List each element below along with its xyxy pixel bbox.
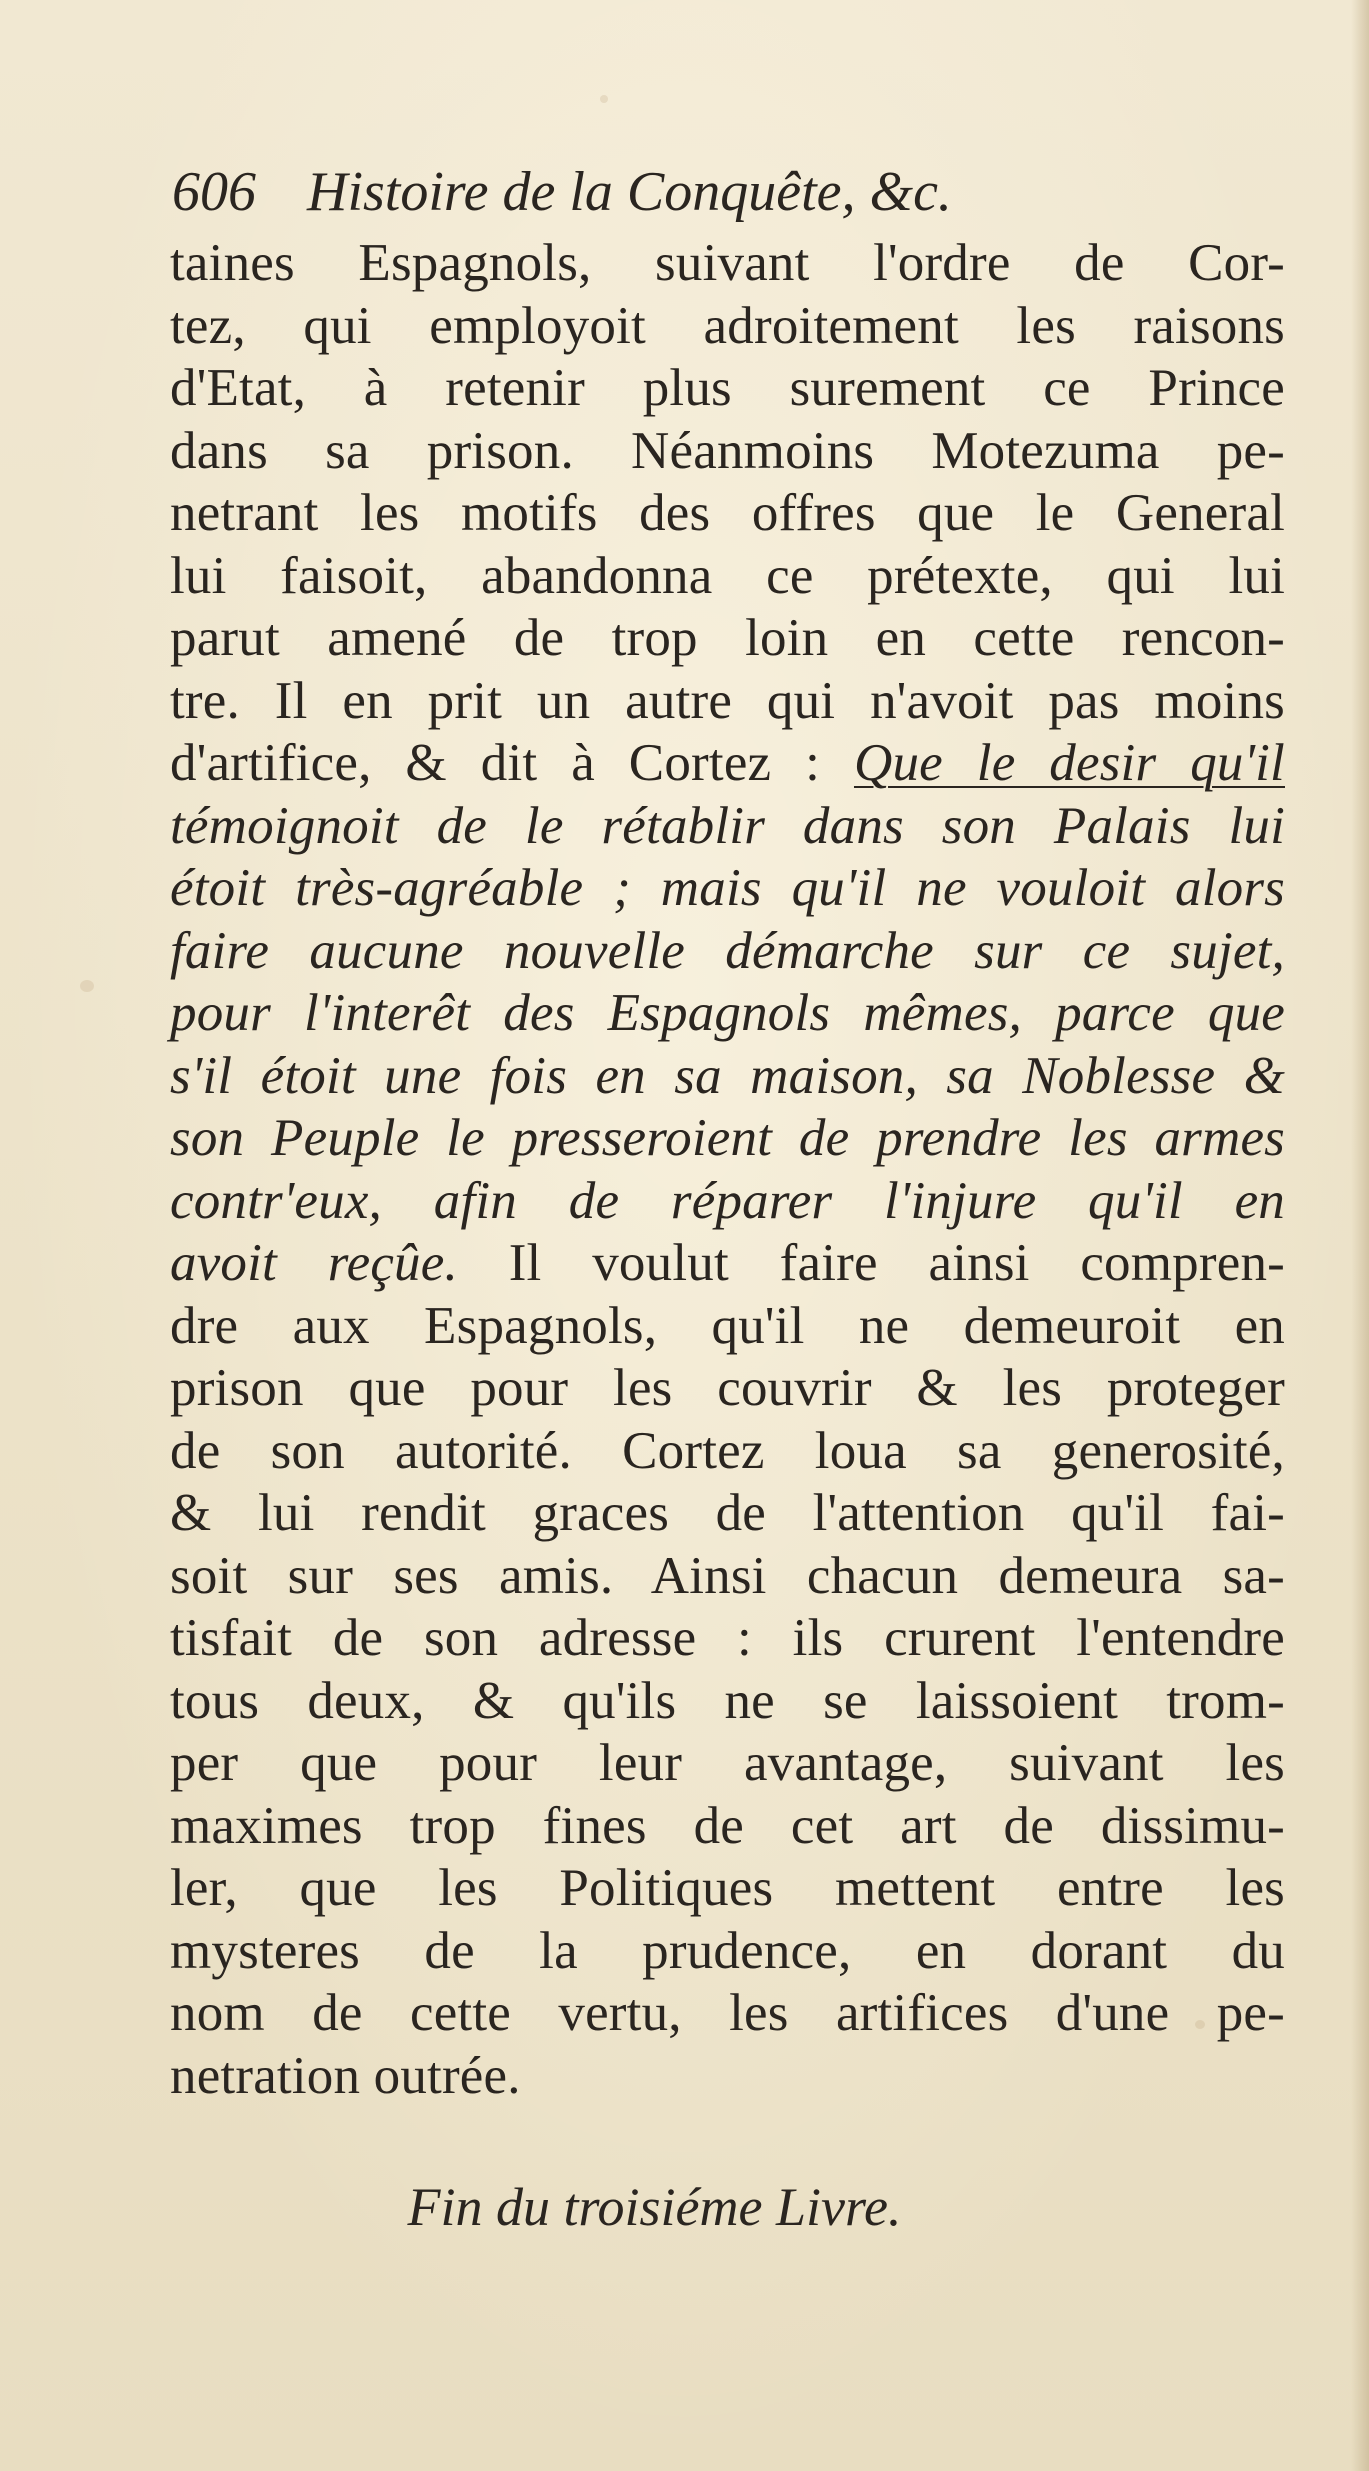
quote-segment: avoit reçûe.	[170, 1234, 458, 1292]
quote-line: pour l'interêt des Espagnols mêmes, parce que	[170, 984, 1285, 1042]
page-header	[172, 152, 1232, 232]
body-text	[170, 232, 1285, 2107]
text-line-mixed	[170, 732, 1285, 795]
text-line: soit sur ses amis. Ainsi chacun demeura sa-	[170, 1546, 1285, 1605]
text-line: de son autorité. Cortez loua sa generosité,	[170, 1421, 1285, 1480]
text-line: mysteres de la prudence, en dorant du	[170, 1921, 1285, 1980]
text-line: nom de cette vertu, les artifices d'une pe-	[170, 1984, 1285, 2042]
text-line: dans sa prison. Néanmoins Motezuma pe-	[170, 421, 1285, 480]
text-line: ler, que les Politiques mettent entre les	[170, 1859, 1285, 1917]
quote-line: témoignoit de le rétablir dans son Palais lui	[170, 796, 1285, 855]
text-line: d'Etat, à retenir plus surement ce Prince	[170, 359, 1285, 417]
text-line: netrant les motifs des offres que le General	[170, 484, 1285, 542]
text-line: maximes trop fines de cet art de dissimu-	[170, 1796, 1285, 1855]
text-segment: Il voulut faire ainsi compren-	[508, 1234, 1285, 1292]
text-line: lui faisoit, abandonna ce prétexte, qui lui	[170, 546, 1285, 605]
text-line: dre aux Espagnols, qu'il ne demeuroit en	[170, 1296, 1285, 1355]
text-line: tisfait de son adresse : ils crurent l'entendre	[170, 1609, 1285, 1667]
page-number: 606	[172, 161, 256, 223]
quote-line: étoit très-agréable ; mais qu'il ne vouloit alors	[170, 859, 1285, 917]
text-line: parut amené de trop loin en cette rencon-	[170, 609, 1285, 667]
text-line: prison que pour les couvrir & les proteger	[170, 1359, 1285, 1417]
text-segment: d'artifice, & dit à Cortez :	[170, 734, 821, 792]
text-line: taines Espagnols, suivant l'ordre de Cor-	[170, 234, 1285, 292]
running-title: Histoire de la Conquête, &c.	[307, 161, 952, 223]
text-line: netration outrée.	[170, 2046, 521, 2105]
text-line: & lui rendit graces de l'attention qu'il fai-	[170, 1484, 1285, 1542]
paper-stain	[600, 95, 608, 103]
page-edge-shadow	[1351, 0, 1369, 2471]
text-line: tous deux, & qu'ils ne se laissoient trom-	[170, 1671, 1285, 1730]
paper-stain	[80, 980, 94, 992]
text-line: per que pour leur avantage, suivant les	[170, 1734, 1285, 1792]
quote-line: faire aucune nouvelle démarche sur ce sujet,	[170, 921, 1285, 980]
text-line-mixed	[170, 1232, 1285, 1295]
text-line: tre. Il en prit un autre qui n'avoit pas moins	[170, 671, 1285, 730]
quote-line: son Peuple le presseroient de prendre les armes	[170, 1109, 1285, 1167]
closing-line: Fin du troisiéme Livre.	[407, 2177, 902, 2237]
quote-segment: Que le desir qu'il	[853, 734, 1285, 792]
quote-line: contr'eux, afin de réparer l'injure qu'il en	[170, 1171, 1285, 1230]
text-line: tez, qui employoit adroitement les raisons	[170, 296, 1285, 355]
quote-line: s'il étoit une fois en sa maison, sa Noblesse &	[170, 1046, 1285, 1105]
